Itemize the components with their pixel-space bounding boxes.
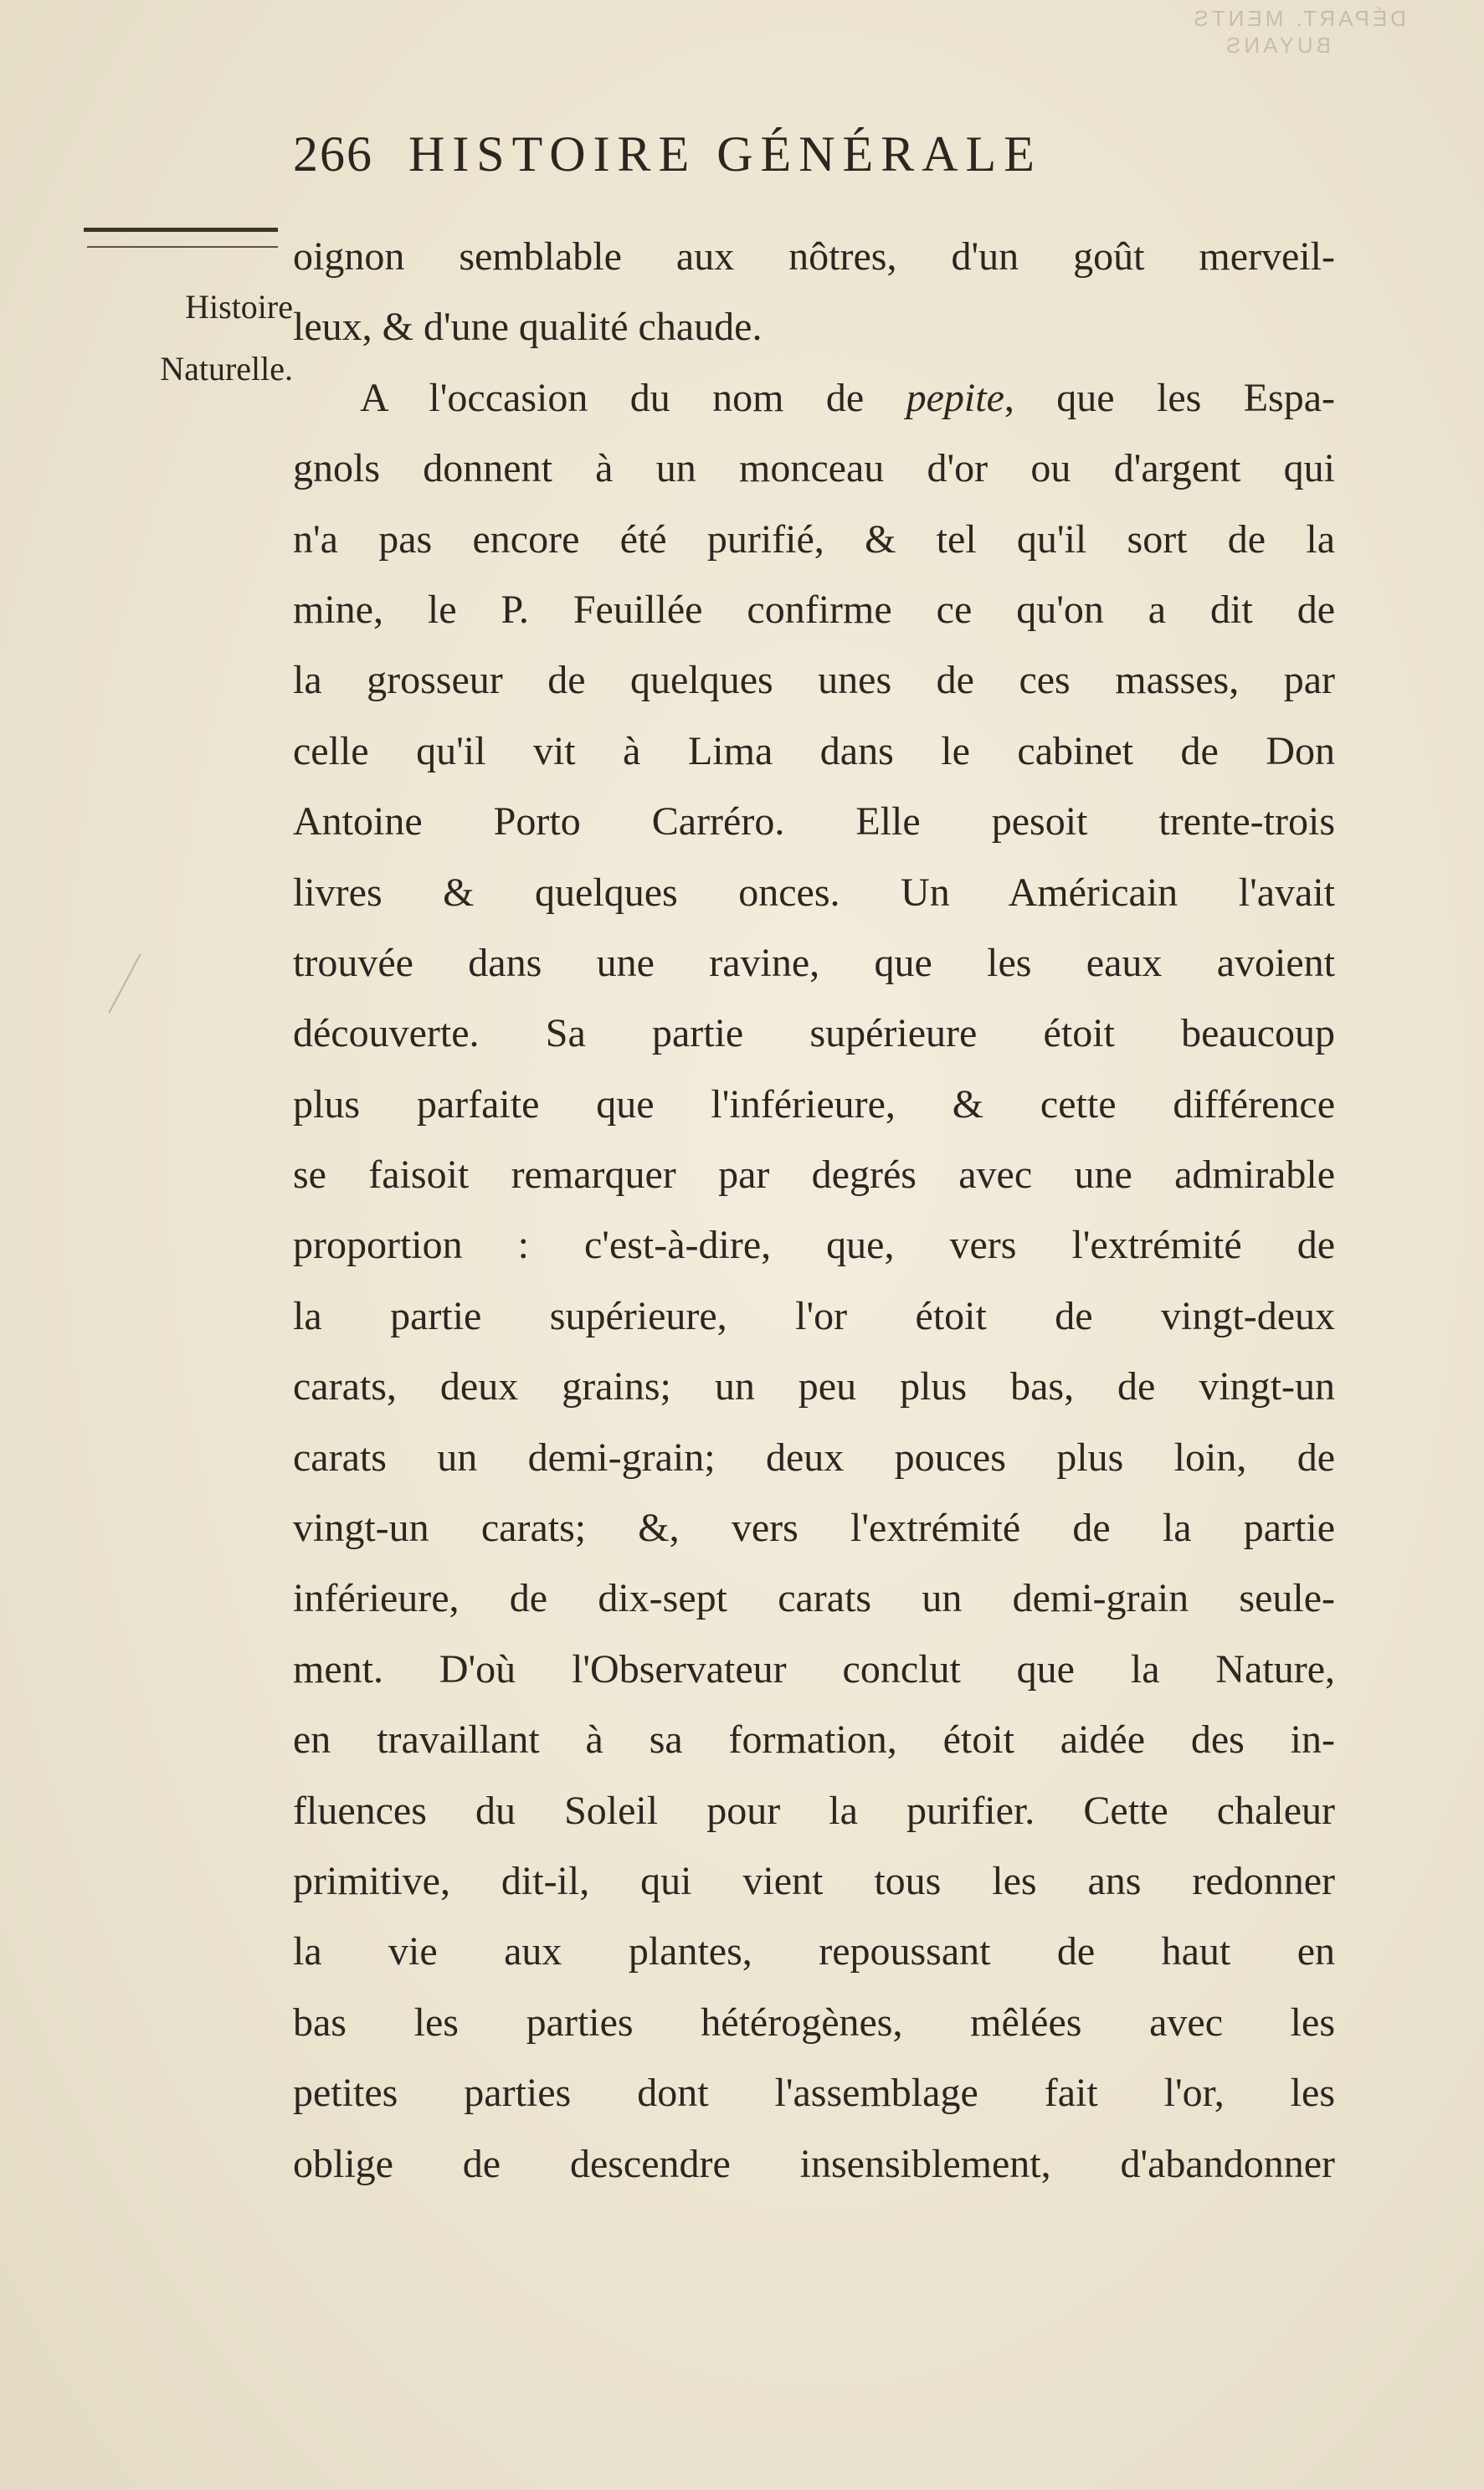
text-line: Antoine Porto Carréro. Elle pesoit trente-trois	[293, 799, 1335, 845]
text-span: A l'occasion du nom de	[360, 375, 865, 420]
stamp-line-1: DÉPART. MENTS	[1190, 6, 1406, 31]
margin-note	[50, 276, 293, 400]
text-line: inférieure, de dix-sept carats un demi-grain seule-	[293, 1576, 1335, 1621]
text-line: leux, & d'une qualité chaude.	[293, 305, 763, 350]
text-line: n'a pas encore été purifié, & tel qu'il sort de la	[293, 516, 1335, 562]
running-title: HISTOIRE GÉNÉRALE	[408, 126, 1042, 182]
text-line: découverte. Sa partie supérieure étoit beaucoup	[293, 1011, 1335, 1056]
paper-mark	[108, 953, 141, 1014]
text-line: fluences du Soleil pour la purifier. Cette chaleur	[293, 1788, 1335, 1833]
text-line: la partie supérieure, l'or étoit de vingt-deux	[293, 1293, 1335, 1338]
text-line: carats, deux grains; un peu plus bas, de vingt-un	[293, 1364, 1335, 1409]
margin-rule	[84, 228, 278, 237]
text-line: livres & quelques onces. Un Américain l'avait	[293, 870, 1335, 915]
text-line	[293, 363, 1335, 434]
text-line: la grosseur de quelques unes de ces masses, par	[293, 658, 1335, 703]
text-line: ment. D'où l'Observateur conclut que la Nature,	[293, 1646, 1335, 1692]
margin-note-line-1: Histoire	[185, 288, 293, 326]
text-span: , que les Espa-	[1004, 375, 1335, 420]
text-line: mine, le P. Feuillée confirme ce qu'on a dit de	[293, 587, 1335, 632]
body-text	[293, 222, 1335, 2200]
text-line: gnols donnent à un monceau d'or ou d'argent qui	[293, 446, 1335, 491]
text-line: bas les parties hétérogènes, mêlées avec les	[293, 2000, 1335, 2045]
text-line: carats un demi-grain; deux pouces plus loin, de	[293, 1435, 1335, 1480]
running-header	[293, 126, 1042, 183]
text-line: celle qu'il vit à Lima dans le cabinet de Don	[293, 728, 1335, 773]
text-line: vingt-un carats; &, vers l'extrémité de la partie	[293, 1506, 1335, 1551]
text-line: primitive, dit-il, qui vient tous les ans redonner	[293, 1858, 1335, 1903]
page-number: 266	[293, 126, 373, 182]
text-line: trouvée dans une ravine, que les eaux avoient	[293, 940, 1335, 985]
text-line: plus parfaite que l'inférieure, & cette différence	[293, 1081, 1335, 1127]
library-stamp	[1046, 5, 1406, 64]
text-line: en travaillant à sa formation, étoit aidée des in-	[293, 1717, 1335, 1763]
text-line: oignon semblable aux nôtres, d'un goût merveil-	[293, 234, 1335, 279]
text-line: oblige de descendre insensiblement, d'abandonner	[293, 2141, 1335, 2186]
text-line: la vie aux plantes, repoussant de haut en	[293, 1929, 1335, 1974]
text-line: petites parties dont l'assemblage fait l'or, les	[293, 2071, 1335, 2116]
text-line: proportion : c'est-à-dire, que, vers l'extrémité de	[293, 1223, 1335, 1268]
stamp-line-2: BUYANS	[1223, 33, 1331, 58]
margin-note-line-2: Naturelle.	[160, 350, 293, 388]
margin-rule-thin	[87, 246, 278, 248]
italic-term: pepite	[906, 375, 1004, 420]
text-line: se faisoit remarquer par degrés avec une admirable	[293, 1153, 1335, 1198]
